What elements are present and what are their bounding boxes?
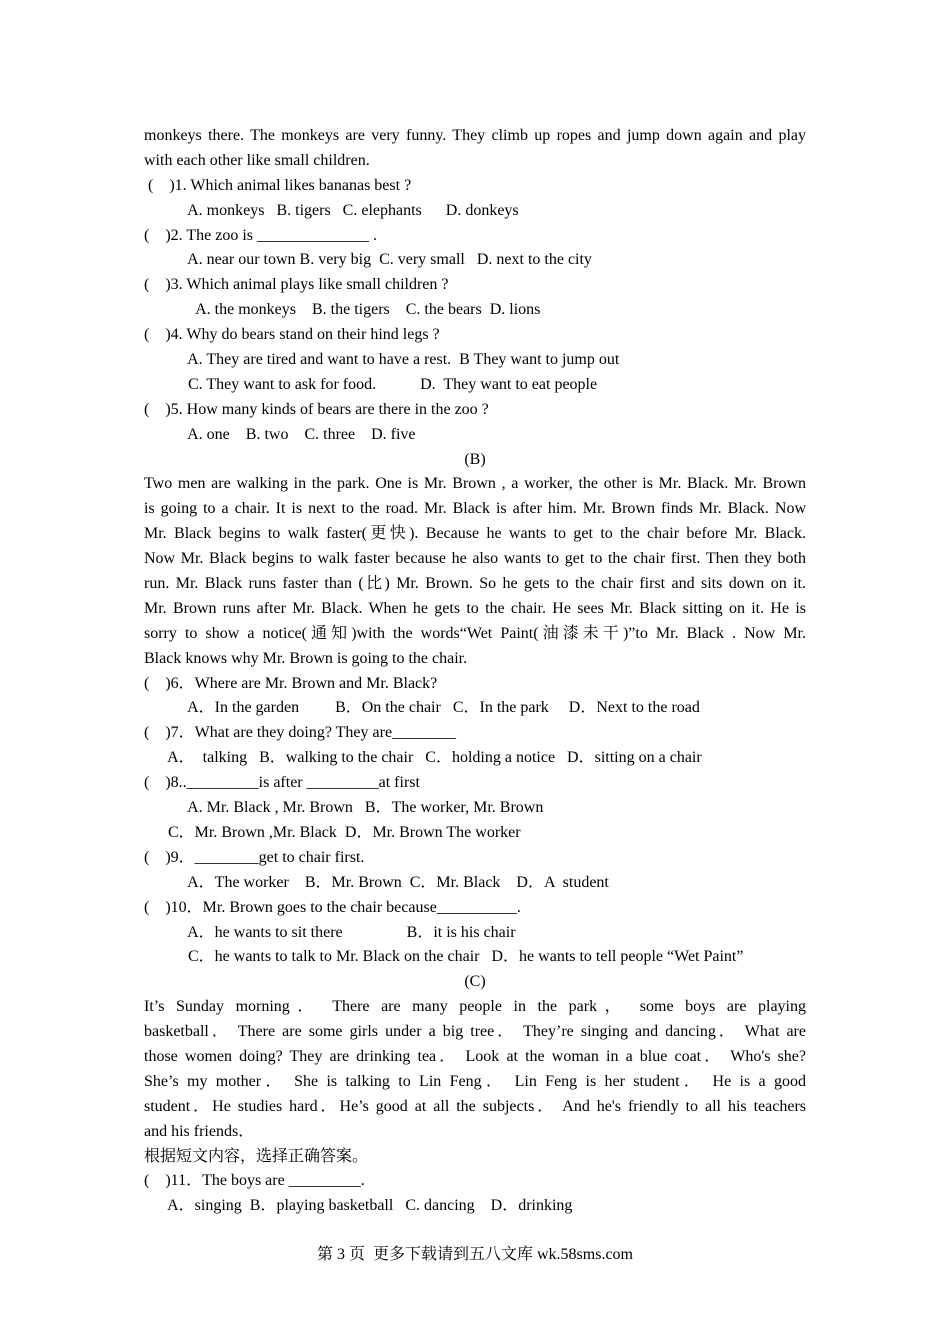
page-footer: 第 3 页 更多下载请到五八文库 wk.58sms.com (316, 1246, 633, 1263)
passage-b-line: Black knows why Mr. Brown is going to the chair. (144, 649, 468, 667)
question-10-options: C．he wants to talk to Mr. Black on the chair D．he wants to tell people “Wet Paint” (144, 948, 744, 966)
question-7: ( )7．What are they doing? They are________ (144, 724, 457, 742)
passage-b-line: is going to a chair. It is next to the road. Mr. Black is after him. Mr. Brown finds Mr. Black. Now (144, 500, 806, 518)
question-2-options: A. near our town B. very big C. very small D. next to the city (144, 251, 592, 269)
question-7-options: A． talking B．walking to the chair C．holding a notice D．sitting on a chair (144, 749, 702, 767)
question-1: ( )1. Which animal likes bananas best ? (144, 176, 412, 194)
question-9: ( )9．________get to chair first. (144, 848, 365, 866)
question-6-options: A．In the garden B．On the chair C．In the park D．Next to the road (144, 699, 700, 717)
passage-c-line: and his friends． (144, 1122, 255, 1140)
question-3: ( )3. Which animal plays like small children ? (144, 276, 449, 294)
question-5-options: A. one B. two C. three D. five (144, 425, 416, 443)
question-8-options: C．Mr. Brown ,Mr. Black D．Mr. Brown The worker (144, 823, 521, 841)
passage-b-line: Mr. Brown runs after Mr. Black. When he gets to the chair. He sees Mr. Black sitting on it. He is (144, 599, 806, 617)
passage-b-line: run. Mr. Black runs faster than (比) Mr. Brown. So he gets to the chair first and sits down on it. (144, 575, 806, 593)
question-3-options: A. the monkeys B. the tigers C. the bears D. lions (144, 301, 541, 319)
question-6: ( )6．Where are Mr. Brown and Mr. Black? (144, 674, 438, 692)
passage-c-line: basketball． There are some girls under a big tree． They’re singing and dancing． What are (144, 1023, 806, 1041)
question-5: ( )5. How many kinds of bears are there in the zoo ? (144, 400, 489, 418)
instruction-text: 根据短文内容，选择正确答案。 (144, 1147, 369, 1165)
passage-b-line: Mr. Black begins to walk faster(更快). Because he wants to get to the chair before Mr. Black. (144, 525, 806, 543)
question-1-options: A. monkeys B. tigers C. elephants D. donkeys (144, 201, 519, 219)
question-4-options: A. They are tired and want to have a rest. B They want to jump out (144, 351, 620, 369)
passage-c-line: She’s my mother． She is talking to Lin Feng． Lin Feng is her student． He is a good (144, 1072, 806, 1090)
page-content (144, 124, 806, 1219)
section-b-heading: (B) (464, 450, 486, 468)
passage-a-line: monkeys there. The monkeys are very funny. They climb up ropes and jump down again and play (144, 127, 806, 144)
passage-c-line: student．He studies hard．He’s good at all the subjects． And he's friendly to all his teachers (144, 1097, 806, 1115)
passage-b-line: Two men are walking in the park. One is Mr. Brown , a worker, the other is Mr. Black. Mr. Brown (144, 475, 806, 493)
passage-b-line: sorry to show a notice(通知)with the words“Wet Paint(油漆未干)”to Mr. Black . Now Mr. (144, 624, 806, 642)
passage-b-line: Now Mr. Black begins to walk faster because he also wants to get to the chair first. Then they both (144, 550, 806, 568)
question-11: ( )11．The boys are _________. (144, 1172, 365, 1190)
question-8-options: A. Mr. Black , Mr. Brown B．The worker, Mr. Brown (144, 799, 544, 817)
question-2: ( )2. The zoo is ______________ . (144, 226, 378, 244)
question-4-options: C. They want to ask for food. D. They want to eat people (144, 375, 598, 393)
passage-c-line: those women doing? They are drinking tea． Look at the woman in a blue coat． Who's she? (144, 1047, 806, 1065)
question-10-options: A．he wants to sit there B．it is his chair (144, 923, 516, 941)
question-11-options: A．singing B．playing basketball C. dancing D．drinking (144, 1197, 573, 1215)
question-9-options: A．The worker B．Mr. Brown C．Mr. Black D．A student (144, 873, 609, 891)
question-10: ( )10．Mr. Brown goes to the chair because__________. (144, 898, 521, 916)
question-4: ( )4. Why do bears stand on their hind legs ? (144, 326, 440, 344)
question-8: ( )8.._________is after _________at first (144, 774, 420, 792)
section-c-heading: (C) (464, 973, 486, 991)
passage-a-line: with each other like small children. (144, 151, 370, 169)
passage-c-line: It’s Sunday morning． There are many people in the park， some boys are playing (144, 998, 806, 1016)
